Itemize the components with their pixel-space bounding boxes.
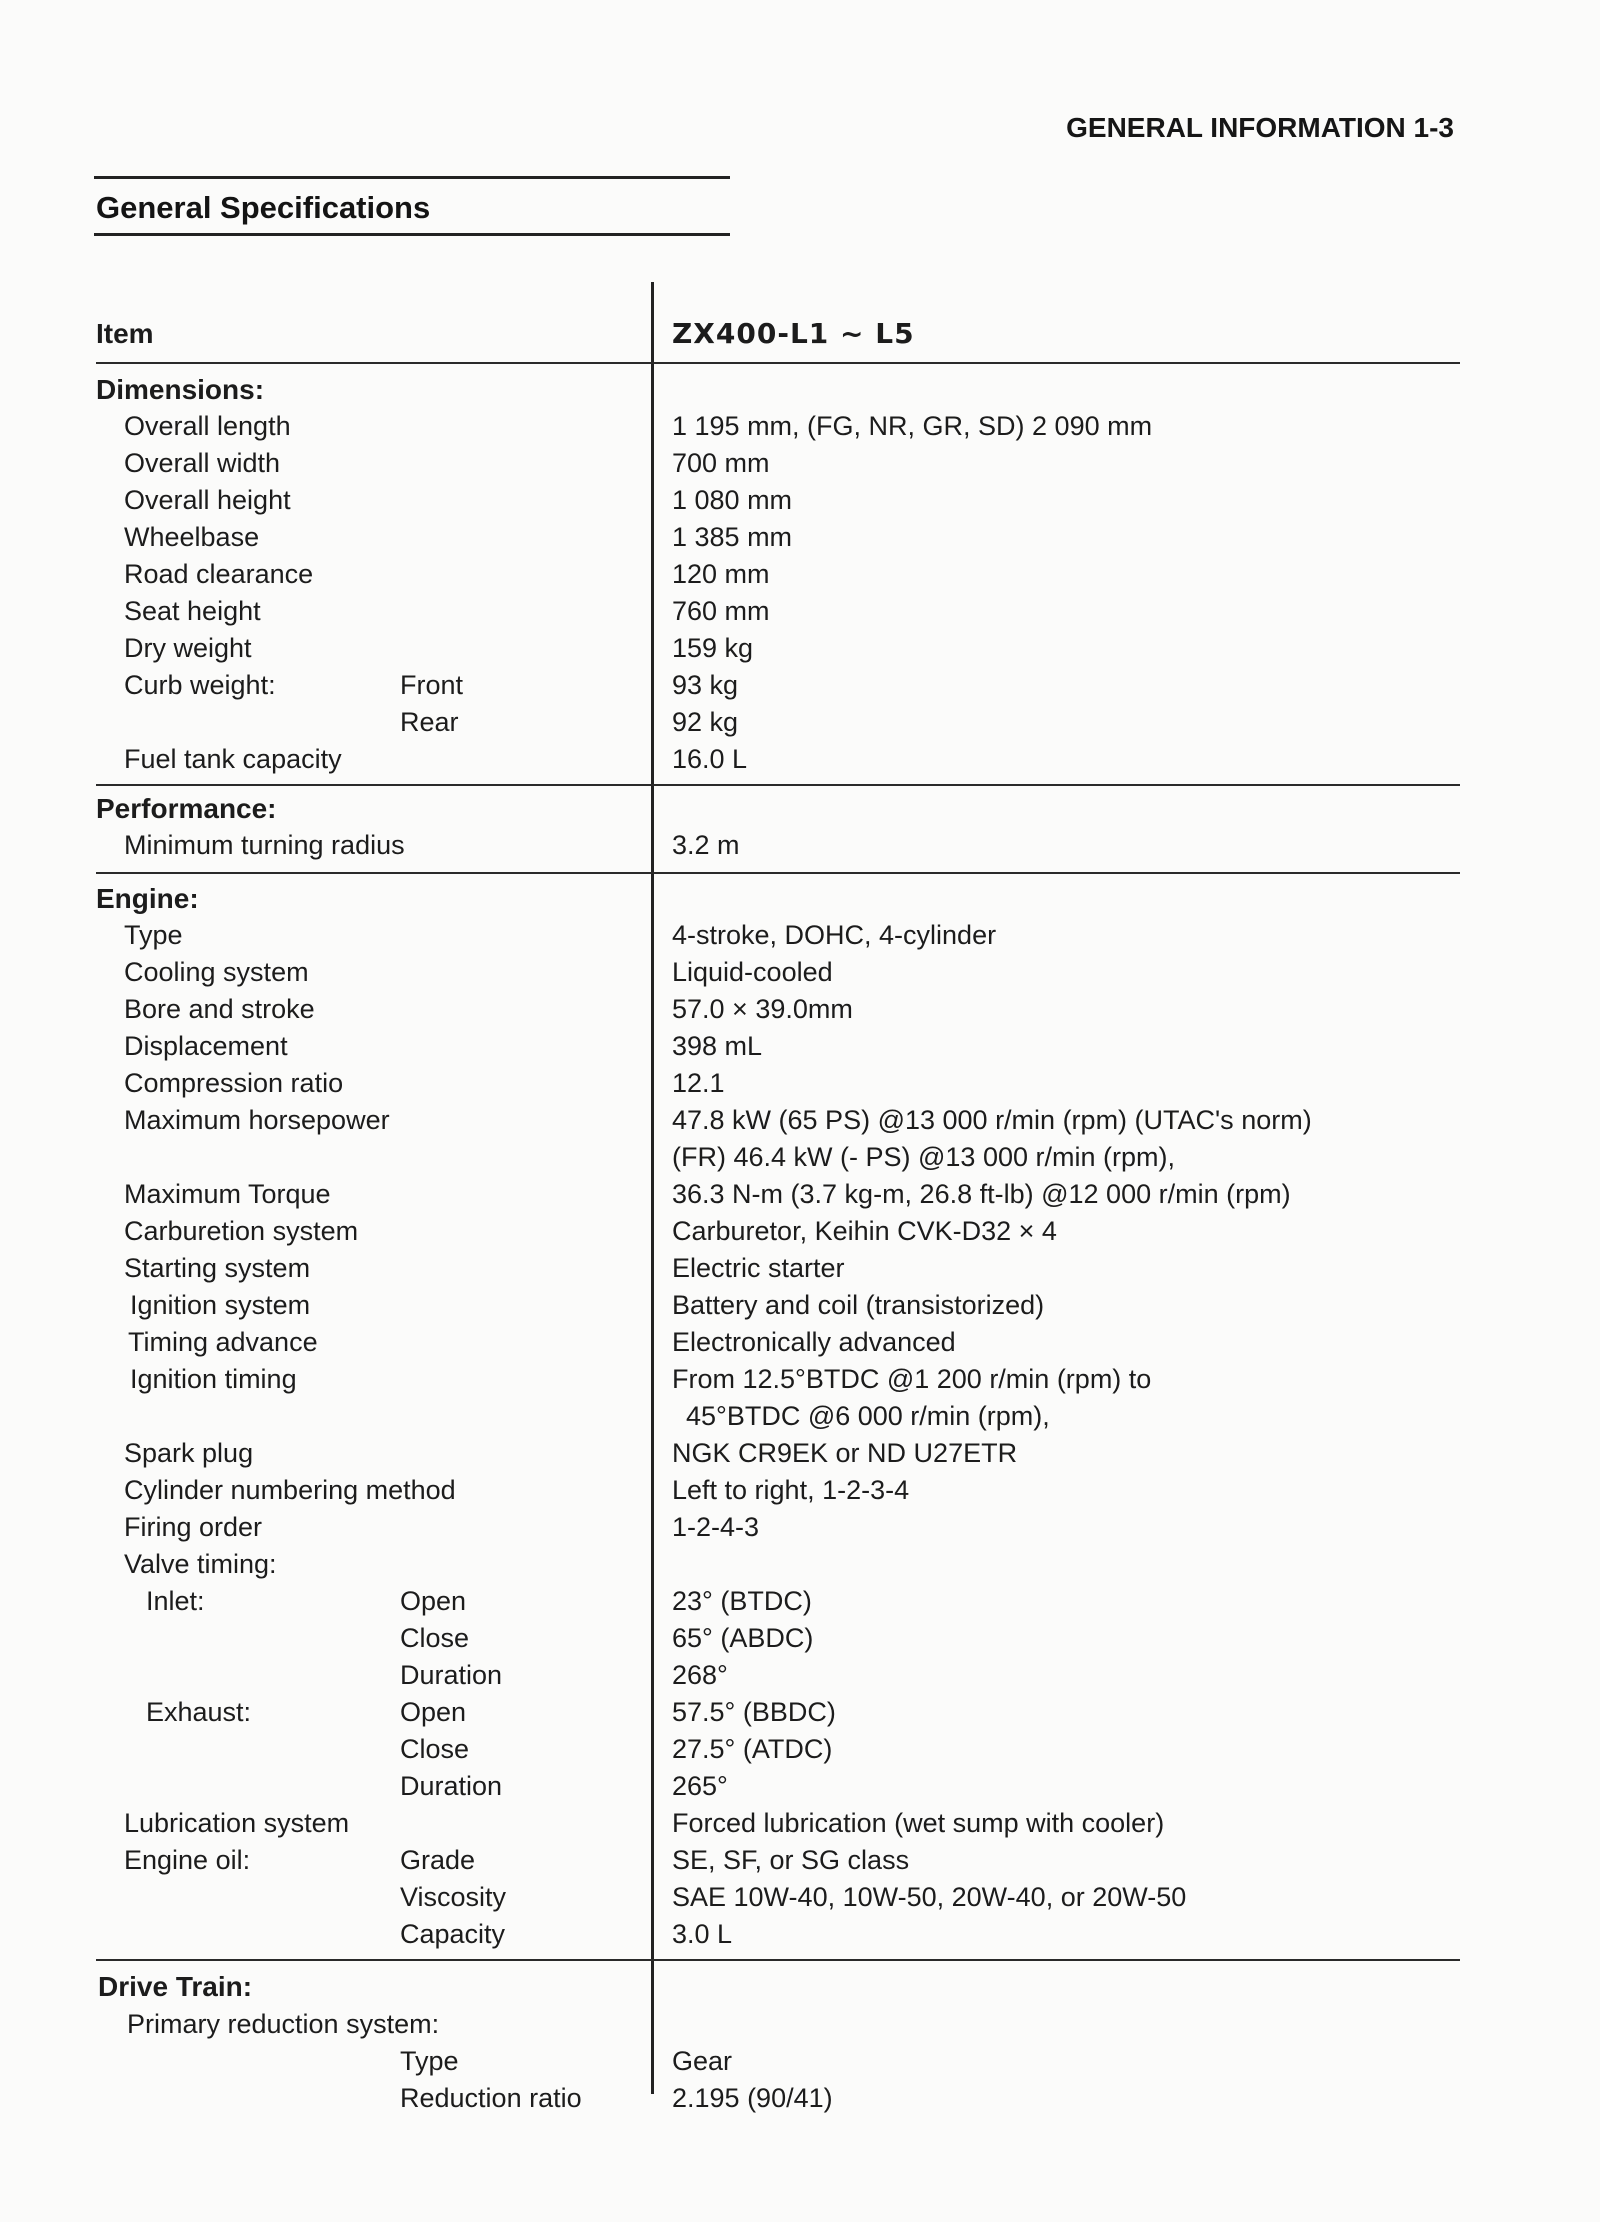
row-sublabel: Front [400, 670, 464, 700]
table-row [0, 556, 1600, 593]
section-heading [0, 1968, 1600, 2005]
table-row [0, 1435, 1600, 1472]
row-value: 47.8 kW (65 PS) @13 000 r/min (rpm) (UTAC's norm) [672, 1105, 1312, 1135]
row-value: 4-stroke, DOHC, 4-cylinder [672, 920, 997, 950]
row-value: 65° (ABDC) [672, 1623, 814, 1653]
row-value: 23° (BTDC) [672, 1586, 812, 1616]
table-row [0, 593, 1600, 630]
row-label: Exhaust: [146, 1697, 252, 1727]
section-divider [96, 872, 1460, 874]
row-value: Gear [672, 2046, 733, 2076]
table-row [0, 1620, 1600, 1657]
table-row [0, 1509, 1600, 1546]
row-label: Compression ratio [124, 1068, 344, 1098]
table-row [0, 2080, 1600, 2117]
table-row [0, 1916, 1600, 1953]
row-value: 265° [672, 1771, 728, 1801]
title-rule-top [94, 176, 730, 179]
title-rule-bottom [94, 233, 730, 236]
row-value: 120 mm [672, 559, 770, 589]
row-sublabel: Grade [400, 1845, 476, 1875]
engine-heading: Engine: [96, 883, 199, 914]
row-value: 12.1 [672, 1068, 725, 1098]
row-value: 760 mm [672, 596, 770, 626]
table-row [0, 2006, 1600, 2043]
header-divider [96, 362, 1460, 364]
row-value: Carburetor, Keihin CVK-D32 × 4 [672, 1216, 1057, 1246]
row-value: Forced lubrication (wet sump with cooler) [672, 1808, 1165, 1838]
table-row [0, 445, 1600, 482]
section-title: General Specifications [96, 190, 431, 225]
table-row [0, 1805, 1600, 1842]
section-heading [0, 371, 1600, 408]
row-value: 1-2-4-3 [672, 1512, 760, 1542]
section-divider [96, 784, 1460, 786]
row-label: Overall height [124, 485, 291, 515]
row-value: Battery and coil (transistorized) [672, 1290, 1045, 1320]
table-row [0, 408, 1600, 445]
table-row [0, 991, 1600, 1028]
row-sublabel: Reduction ratio [400, 2083, 582, 2113]
table-row [0, 1065, 1600, 1102]
table-row [0, 1731, 1600, 1768]
dimensions-heading: Dimensions: [96, 374, 265, 405]
row-value: 1 385 mm [672, 522, 793, 552]
table-row [0, 1472, 1600, 1509]
row-sublabel: Capacity [400, 1919, 506, 1949]
table-row [0, 1213, 1600, 1250]
row-value: SAE 10W-40, 10W-50, 20W-40, or 20W-50 [672, 1882, 1187, 1912]
row-label: Lubrication system [124, 1808, 350, 1838]
row-sublabel: Type [400, 2046, 459, 2076]
row-label: Overall length [124, 411, 291, 441]
row-value: 57.5° (BBDC) [672, 1697, 836, 1727]
table-row [0, 1583, 1600, 1620]
table-row [0, 704, 1600, 741]
row-value: 45°BTDC @6 000 r/min (rpm), [686, 1401, 1050, 1431]
row-value: 700 mm [672, 448, 770, 478]
row-value: 1 195 mm, (FG, NR, GR, SD) 2 090 mm [672, 411, 1153, 441]
row-label: Timing advance [128, 1327, 318, 1357]
table-row [0, 1102, 1600, 1139]
row-label: Dry weight [124, 633, 252, 663]
table-row [0, 1176, 1600, 1213]
row-value: 159 kg [672, 633, 754, 663]
row-value: 92 kg [672, 707, 739, 737]
row-label: Cooling system [124, 957, 309, 987]
row-sublabel: Open [400, 1697, 467, 1727]
table-row [0, 1139, 1600, 1176]
row-sublabel: Duration [400, 1660, 503, 1690]
row-sublabel: Rear [400, 707, 459, 737]
row-value: 57.0 × 39.0mm [672, 994, 853, 1024]
drive-train-heading: Drive Train: [98, 1971, 253, 2002]
row-label: Fuel tank capacity [124, 744, 342, 774]
row-label: Valve timing: [124, 1549, 277, 1579]
table-row [0, 1879, 1600, 1916]
table-row [0, 667, 1600, 704]
row-label: Firing order [124, 1512, 263, 1542]
table-row [0, 482, 1600, 519]
row-value: NGK CR9EK or ND U27ETR [672, 1438, 1018, 1468]
table-row [0, 827, 1600, 864]
row-label: Cylinder numbering method [124, 1475, 456, 1505]
row-label: Seat height [124, 596, 261, 626]
row-value: 1 080 mm [672, 485, 793, 515]
row-sublabel: Open [400, 1586, 467, 1616]
col-header-model: ZX400-L1 ~ L5 [672, 317, 915, 350]
table-row [0, 1768, 1600, 1805]
row-value: 16.0 L [672, 744, 748, 774]
row-label: Ignition timing [130, 1364, 297, 1394]
row-value: From 12.5°BTDC @1 200 r/min (rpm) to [672, 1364, 1152, 1394]
row-label: Minimum turning radius [124, 830, 405, 860]
table-row [0, 917, 1600, 954]
row-label: Type [124, 920, 183, 950]
table-row [0, 1287, 1600, 1324]
row-value: Electronically advanced [672, 1327, 956, 1357]
row-label: Maximum Torque [124, 1179, 331, 1209]
table-row [0, 1657, 1600, 1694]
row-sublabel: Close [400, 1734, 470, 1764]
row-label: Engine oil: [124, 1845, 251, 1875]
row-value: 268° [672, 1660, 728, 1690]
row-label: Displacement [124, 1031, 288, 1061]
row-value: 36.3 N-m (3.7 kg-m, 26.8 ft-lb) @12 000 r/min (rpm) [672, 1179, 1291, 1209]
table-row [0, 954, 1600, 991]
row-value: 3.2 m [672, 830, 740, 860]
row-label: Overall width [124, 448, 281, 478]
row-sublabel: Duration [400, 1771, 503, 1801]
row-label: Maximum horsepower [124, 1105, 390, 1135]
row-label: Bore and stroke [124, 994, 315, 1024]
row-sublabel: Viscosity [400, 1882, 507, 1912]
row-value: (FR) 46.4 kW (- PS) @13 000 r/min (rpm), [672, 1142, 1175, 1172]
row-label: Inlet: [146, 1586, 205, 1616]
row-label: Wheelbase [124, 522, 260, 552]
row-value: 27.5° (ATDC) [672, 1734, 833, 1764]
row-label: Primary reduction system: [127, 2009, 440, 2039]
table-row [0, 519, 1600, 556]
table-row [0, 1546, 1600, 1583]
table-row [0, 630, 1600, 667]
page-header: GENERAL INFORMATION 1-3 [1066, 112, 1454, 143]
row-value: 93 kg [672, 670, 739, 700]
row-label: Spark plug [124, 1438, 254, 1468]
table-row [0, 1398, 1600, 1435]
row-value: 2.195 (90/41) [672, 2083, 833, 2113]
table-header-row [0, 315, 1600, 352]
table-row [0, 1694, 1600, 1731]
section-heading [0, 880, 1600, 917]
row-value: Liquid-cooled [672, 957, 833, 987]
row-label: Ignition system [130, 1290, 311, 1320]
performance-heading: Performance: [96, 793, 277, 824]
table-row [0, 1324, 1600, 1361]
section-heading [0, 790, 1600, 827]
row-label: Curb weight: [124, 670, 276, 700]
row-label: Road clearance [124, 559, 314, 589]
table-row [0, 1250, 1600, 1287]
table-row [0, 741, 1600, 778]
row-value: 398 mL [672, 1031, 763, 1061]
row-value: Left to right, 1-2-3-4 [672, 1475, 910, 1505]
row-value: 3.0 L [672, 1919, 733, 1949]
table-row [0, 1842, 1600, 1879]
row-sublabel: Close [400, 1623, 470, 1653]
table-row [0, 1028, 1600, 1065]
row-value: SE, SF, or SG class [672, 1845, 910, 1875]
table-row [0, 2043, 1600, 2080]
section-divider [96, 1959, 1460, 1961]
row-value: Electric starter [672, 1253, 845, 1283]
row-label: Starting system [124, 1253, 311, 1283]
table-row [0, 1361, 1600, 1398]
row-label: Carburetion system [124, 1216, 359, 1246]
col-header-item: Item [96, 318, 154, 349]
